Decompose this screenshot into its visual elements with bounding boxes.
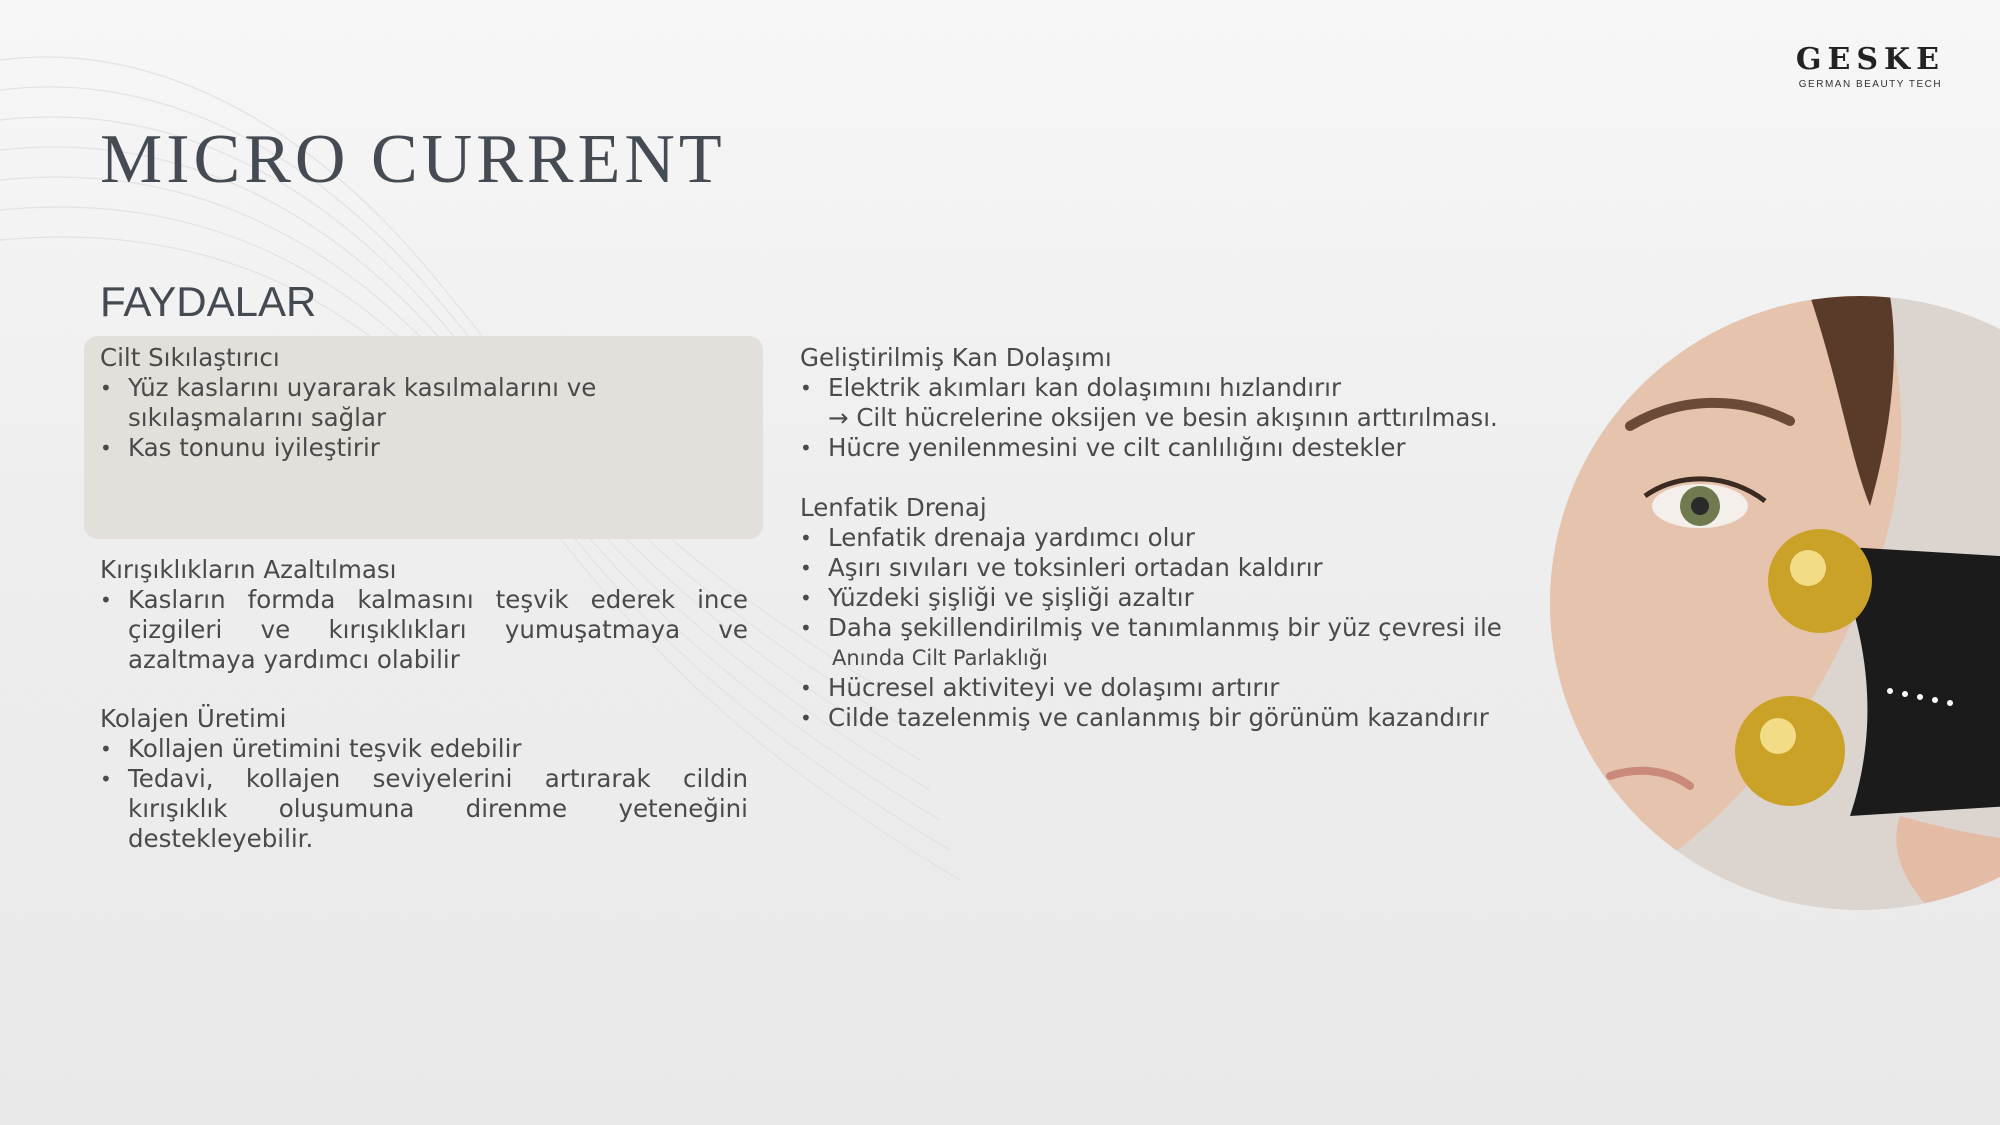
block-collagen bbox=[100, 704, 748, 854]
block-lymphatic bbox=[800, 493, 1560, 733]
block-wrinkle-reduction bbox=[100, 555, 748, 675]
page-title: MICRO CURRENT bbox=[100, 121, 726, 198]
list-item: • Tedavi, kollajen seviyelerini artırarak cildin kırışıklık oluşumuna direnme yeteneğini destekleyebilir. bbox=[100, 764, 748, 854]
list-item: • Kasların formda kalmasını teşvik ederek ince çizgileri ve kırışıklıkları yumuşatmaya ve azaltmaya yardımcı olabilir bbox=[100, 585, 748, 675]
block-skin-tightening bbox=[100, 343, 760, 463]
list-item: • Cilde tazelenmiş ve canlanmış bir görünüm kazandırır bbox=[800, 703, 1560, 733]
list-item: • Kollajen üretimini teşvik edebilir bbox=[100, 734, 748, 764]
list-note: Anında Cilt Parlaklığı bbox=[832, 646, 1048, 670]
brand-name: GESKE bbox=[1795, 42, 1945, 77]
list-item: • Kas tonunu iyileştirir bbox=[100, 433, 760, 463]
block-heading: Kolajen Üretimi bbox=[100, 704, 287, 733]
list-item: • Lenfatik drenaja yardımcı olur bbox=[800, 523, 1560, 553]
block-heading: Cilt Sıkılaştırıcı bbox=[100, 343, 280, 372]
brand-tagline: GERMAN BEAUTY TECH bbox=[1798, 79, 1943, 90]
brand-logo bbox=[1796, 42, 1945, 90]
block-heading: Lenfatik Drenaj bbox=[800, 493, 987, 522]
list-item: • Hücresel aktiviteyi ve dolaşımı artırır bbox=[800, 673, 1560, 703]
block-circulation bbox=[800, 343, 1560, 463]
list-subitem: → Cilt hücrelerine oksijen ve besin akışının arttırılması. bbox=[828, 403, 1498, 432]
block-heading: Geliştirilmiş Kan Dolaşımı bbox=[800, 343, 1112, 372]
list-item: • Hücre yenilenmesini ve cilt canlılığını destekler bbox=[800, 433, 1560, 463]
list-item: • Yüz kaslarını uyararak kasılmalarını ve sıkılaşmalarını sağlar bbox=[100, 373, 760, 433]
section-title: FAYDALAR bbox=[100, 278, 317, 325]
list-item: • Yüzdeki şişliği ve şişliği azaltır bbox=[800, 583, 1560, 613]
block-heading: Kırışıklıkların Azaltılması bbox=[100, 555, 397, 584]
list-item: • Daha şekillendirilmiş ve tanımlanmış bir yüz çevresi ile bbox=[800, 613, 1560, 643]
list-item: • Aşırı sıvıları ve toksinleri ortadan kaldırır bbox=[800, 553, 1560, 583]
list-item: • Elektrik akımları kan dolaşımını hızlandırır bbox=[800, 373, 1560, 403]
